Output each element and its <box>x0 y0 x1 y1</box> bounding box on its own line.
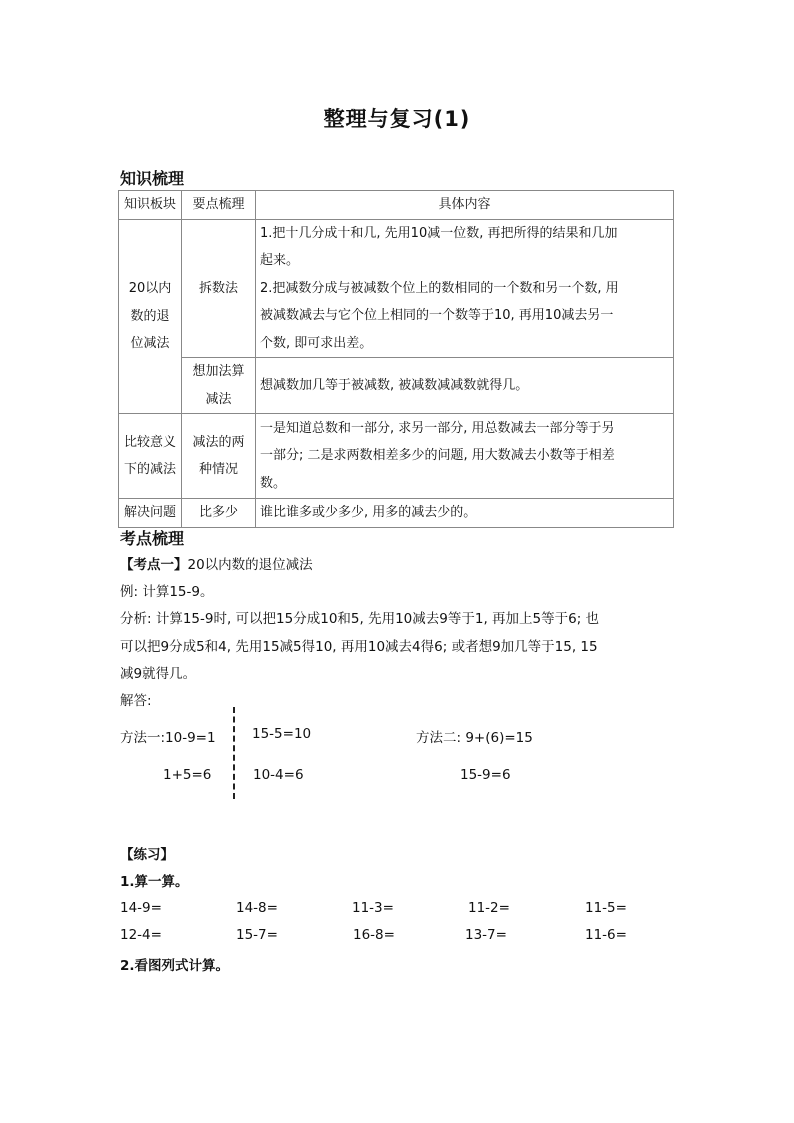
content-line: 起来。 <box>260 253 300 268</box>
table-row <box>119 358 674 414</box>
exercise-item: 11-6= <box>585 927 627 943</box>
block-line: 下的减法 <box>123 462 176 477</box>
exercise-item: 16-8= <box>353 927 395 943</box>
exercise-item: 12-4= <box>120 927 162 943</box>
exercise-item: 11-3= <box>352 900 394 916</box>
header-content: 具体内容 <box>256 191 674 220</box>
method1-alt-step1: 15-5=10 <box>252 726 312 742</box>
content-line: 被减数减去与它个位上相同的一个数等于10, 再用10减去另一 <box>260 308 614 323</box>
block-line: 位减法 <box>130 336 170 351</box>
question-1: 1.算一算。 <box>120 874 189 890</box>
content-line: 个数, 即可求出差。 <box>260 335 373 351</box>
exercise-item: 14-8= <box>236 900 278 916</box>
exercise-item: 11-5= <box>585 900 627 916</box>
block-cell-problem: 解决问题 <box>119 499 182 528</box>
dashed-divider <box>233 707 235 799</box>
block-cell-subtraction <box>119 219 182 414</box>
exercise-item: 15-7= <box>236 927 278 943</box>
table-row <box>119 414 674 499</box>
point-label: 【考点一】 <box>120 557 188 573</box>
content-line: 1.把十几分成十和几, 先用10减一位数, 再把所得的结果和几加 <box>260 225 618 241</box>
point-compare: 比多少 <box>182 499 256 528</box>
method1-step1: 方法一:10-9=1 <box>120 730 216 746</box>
block-line: 20以内 <box>128 281 172 296</box>
analysis-line: 可以把9分成5和4, 先用15减5得10, 再用10减去4得6; 或者想9加几等于15, 15 <box>120 639 598 655</box>
point-split-method: 拆数法 <box>182 219 256 358</box>
point-line: 减法的两 <box>192 434 245 450</box>
point-two-cases <box>182 414 256 499</box>
table-row <box>119 219 674 358</box>
analysis-line: 减9就得几。 <box>120 666 197 682</box>
header-block: 知识板块 <box>119 191 182 220</box>
point-text: 20以内数的退位减法 <box>187 557 313 573</box>
table-header-row <box>119 191 674 220</box>
method1-alt-step2: 10-4=6 <box>253 767 304 783</box>
content-line: 数。 <box>260 475 287 491</box>
content-two-cases <box>256 414 674 499</box>
content-add-method: 想减数加几等于被减数, 被减数减减数就得几。 <box>256 358 674 414</box>
content-line: 一部分; 二是求两数相差多少的问题, 用大数减去小数等于相差 <box>260 448 615 464</box>
table-row <box>119 499 674 528</box>
method2-step2: 15-9=6 <box>460 767 511 783</box>
point-line: 想加法算 <box>192 364 245 379</box>
example-line: 例: 计算15-9。 <box>120 584 214 600</box>
knowledge-heading: 知识梳理 <box>120 169 185 188</box>
method2-step1: 方法二: 9+(6)=15 <box>416 730 533 746</box>
block-line: 数的退 <box>130 308 170 324</box>
page-title: 整理与复习(1) <box>323 107 471 131</box>
question-2: 2.看图列式计算。 <box>120 958 230 974</box>
exercise-item: 11-2= <box>468 900 510 916</box>
content-compare: 谁比谁多或少多少, 用多的减去少的。 <box>256 499 674 528</box>
knowledge-table <box>118 190 674 528</box>
header-points: 要点梳理 <box>182 191 256 220</box>
exam-heading: 考点梳理 <box>120 529 185 548</box>
exercise-item: 13-7= <box>465 927 507 943</box>
point-line: 种情况 <box>198 462 238 477</box>
exam-point-1 <box>120 552 313 579</box>
block-line: 比较意义 <box>123 434 176 450</box>
answer-label: 解答: <box>120 693 152 709</box>
analysis-line: 分析: 计算15-9时, 可以把15分成10和5, 先用10减去9等于1, 再加上5等于6; 也 <box>120 611 600 627</box>
practice-heading: 【练习】 <box>120 847 174 863</box>
block-cell-comparison <box>119 414 182 499</box>
content-line: 2.把减数分成与被减数个位上的数相同的一个数和另一个数, 用 <box>260 280 619 296</box>
point-add-method <box>182 358 256 414</box>
point-line: 减法 <box>205 391 232 407</box>
content-split-method <box>256 219 674 358</box>
content-line: 一是知道总数和一部分, 求另一部分, 用总数减去一部分等于另 <box>260 420 615 436</box>
exercise-item: 14-9= <box>120 900 162 916</box>
method1-step2: 1+5=6 <box>163 767 212 783</box>
